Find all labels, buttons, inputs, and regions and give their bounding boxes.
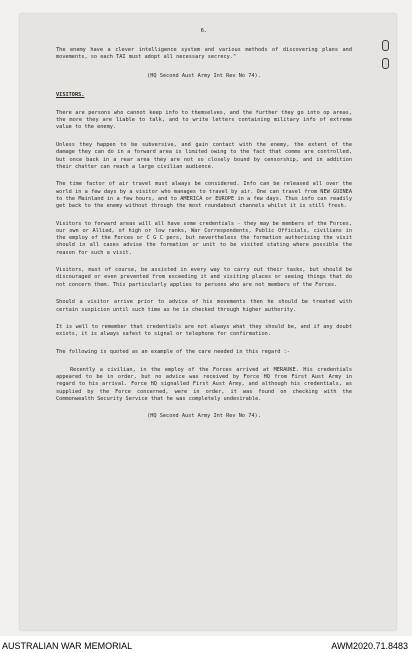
paragraph-subversive: Unless they happen to be subversive, and gain contact with the enemy, the extent of the damage they can do in a forward area is limited owing to the fact that comms are controlled, but once back in a rear area they are not so closely bound by censorship, and in addition their chatter can reach a large civilian audience.: [56, 142, 352, 170]
paragraph-secrecy: The enemy have a clever intelligence system and various methods of discovering plans and movements, so each TAI must adopt all necessary secrecy.": [56, 47, 352, 61]
footer-institution: AUSTRALIAN WAR MEMORIAL: [2, 641, 133, 651]
document-text: [56, 28, 352, 431]
paragraph-credentials: Visitors to forward areas will all have some credentials - they may be members of the Forces, our own or Allied, of high or low ranks, War Correspondents, Public Officials, civilians in the employ of the Forces or C G C pers, but nevertheless the formation authorising the visit should in all cases advise the formation or unit to be visited stating where possible the reason for such a visit.: [56, 220, 352, 256]
binder-ring-icon: [380, 40, 390, 72]
paragraph-assist: Visitors, must of course, be assisted in every way to carry out their tasks, but should be discouraged or even prevented from exceeding it and visiting places or seeing things that do not concern them. This particularly applies to persons who are not members of the Forces.: [56, 267, 352, 288]
paragraph-air-travel: The time factor of air travel must always be considered. Info can be released all over the world in a few days by a visitor who manages to travel by air. One can travel from NEW GUINEA to the Mainland in a few hours, and to AMERICA or EUROPE in a few days. Thus info can readily get back to the enemy without through the most roundabout channels whilst it is still fresh.: [56, 181, 352, 210]
section-heading-visitors: VISITORS.: [56, 91, 85, 98]
paragraph-persons: There are persons who cannot keep info to themselves, and the further they go into op areas, the more they are liable to talk, and to write letters containing military info of extreme value to the enemy.: [56, 110, 352, 131]
paragraph-example-intro: The following is quoted as an example of the care needed in this regard :-: [56, 349, 290, 356]
paragraph-merauke-example: Recently a civilian, in the employ of the Forces arrived at MERAUKE. His credentials appeared to be in order, but no advice was received by Force HQ from First Aust Army in regard to his arrival. Force HQ signalled First Aust Army, and although his credentials, as supplied by the Force concerned, were in order, it was found on checking with the Commonwealth Security Service that he was completely undesirable.: [56, 366, 352, 402]
reference-line: (HQ Second Aust Army Int Rev No 74).: [147, 72, 261, 79]
paragraph-prior-arrival: Should a visitor arrive prior to advice of his movements then he should be treated with certain suspicion until such time as he is checked through higher authority.: [56, 299, 352, 313]
binder-ring-bottom: [382, 58, 389, 69]
footer-accession-number: AWM2020.71.8483: [331, 641, 408, 651]
archive-footer: [0, 637, 412, 653]
reference-line-closing: (HQ Second Aust Army Int Rev No 74).: [147, 413, 261, 420]
paragraph-remember: It is well to remember that credentials are not always what they should be, and if any doubt exists, it is always safest to signal or telephone for confirmation.: [56, 324, 352, 338]
binder-ring-top: [382, 40, 389, 51]
page-number: 6.: [200, 28, 208, 34]
